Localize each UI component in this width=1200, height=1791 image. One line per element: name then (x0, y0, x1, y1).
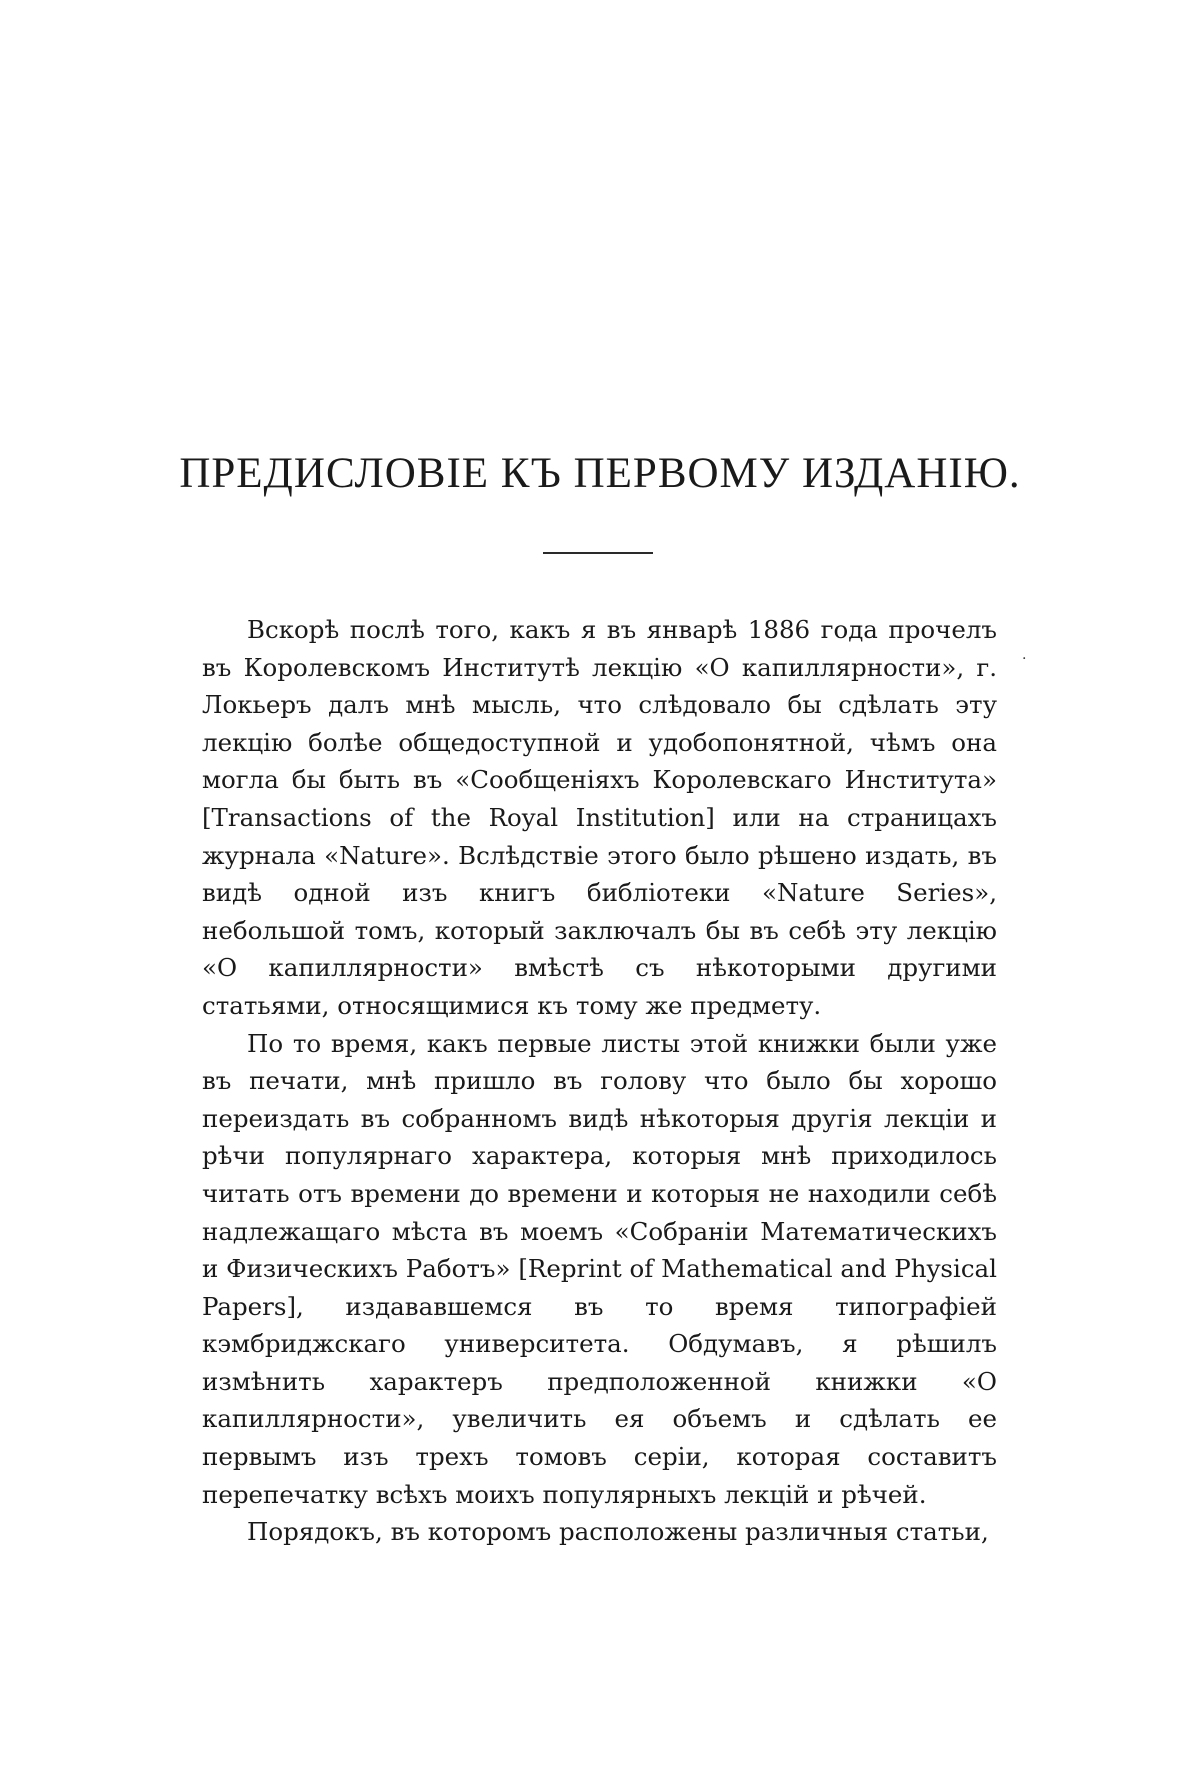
margin-mark: . (1022, 647, 1027, 663)
paragraph-3: Порядокъ, въ которомъ расположены различныя статьи, (247, 1517, 989, 1547)
paragraph-2: По то время, какъ первые листы этой книжки были уже въ печати, мнѣ пришло въ голову что было бы хорошо переиздать въ собранномъ видѣ нѣкоторыя другія лекціи и рѣчи популярнаго характера, которыя мнѣ приходилось читать отъ времени до времени и которыя не находили себѣ надлежащаго мѣста въ моемъ «Собраніи Математическихъ и Физическихъ Работъ» [Reprint of Mathematical and Physical Papers], издававшемся въ то время типографіей кэмбриджскаго университета. Обдумавъ, я рѣшилъ измѣнить характеръ предположенной книжки «О капиллярности», увеличить ея объемъ и сдѣлать ее первымъ изъ трехъ томовъ серіи, которая составитъ перепечатку всѣхъ моихъ популярныхъ лекцій и рѣчей. (202, 1028, 997, 1509)
paragraph-1: Вскорѣ послѣ того, какъ я въ январѣ 1886 года прочелъ въ Королевскомъ Институтѣ лекцію «О капиллярности», г. Локьеръ далъ мнѣ мысль, что слѣдовало бы сдѣлать эту лекцію болѣе общедоступной и удобопонятной, чѣмъ она могла бы быть въ «Сообщеніяхъ Королевскаго Института» [Transactions of the Royal Institution] или на страницахъ журнала «Nature». Вслѣдствіе этого было рѣшено издать, въ видѣ одной изъ книгъ библіотеки «Nature Series», небольшой томъ, который заключалъ бы въ себѣ эту лекцію «О капиллярности» вмѣстѣ съ нѣкоторыми другими статьями, относящимися къ тому же предмету. (202, 615, 997, 1020)
title-divider (543, 552, 653, 554)
page-title: ПРЕДИСЛОВІЕ КЪ ПЕРВОМУ ИЗДАНІЮ. (179, 450, 1021, 497)
body-text (202, 611, 997, 1551)
